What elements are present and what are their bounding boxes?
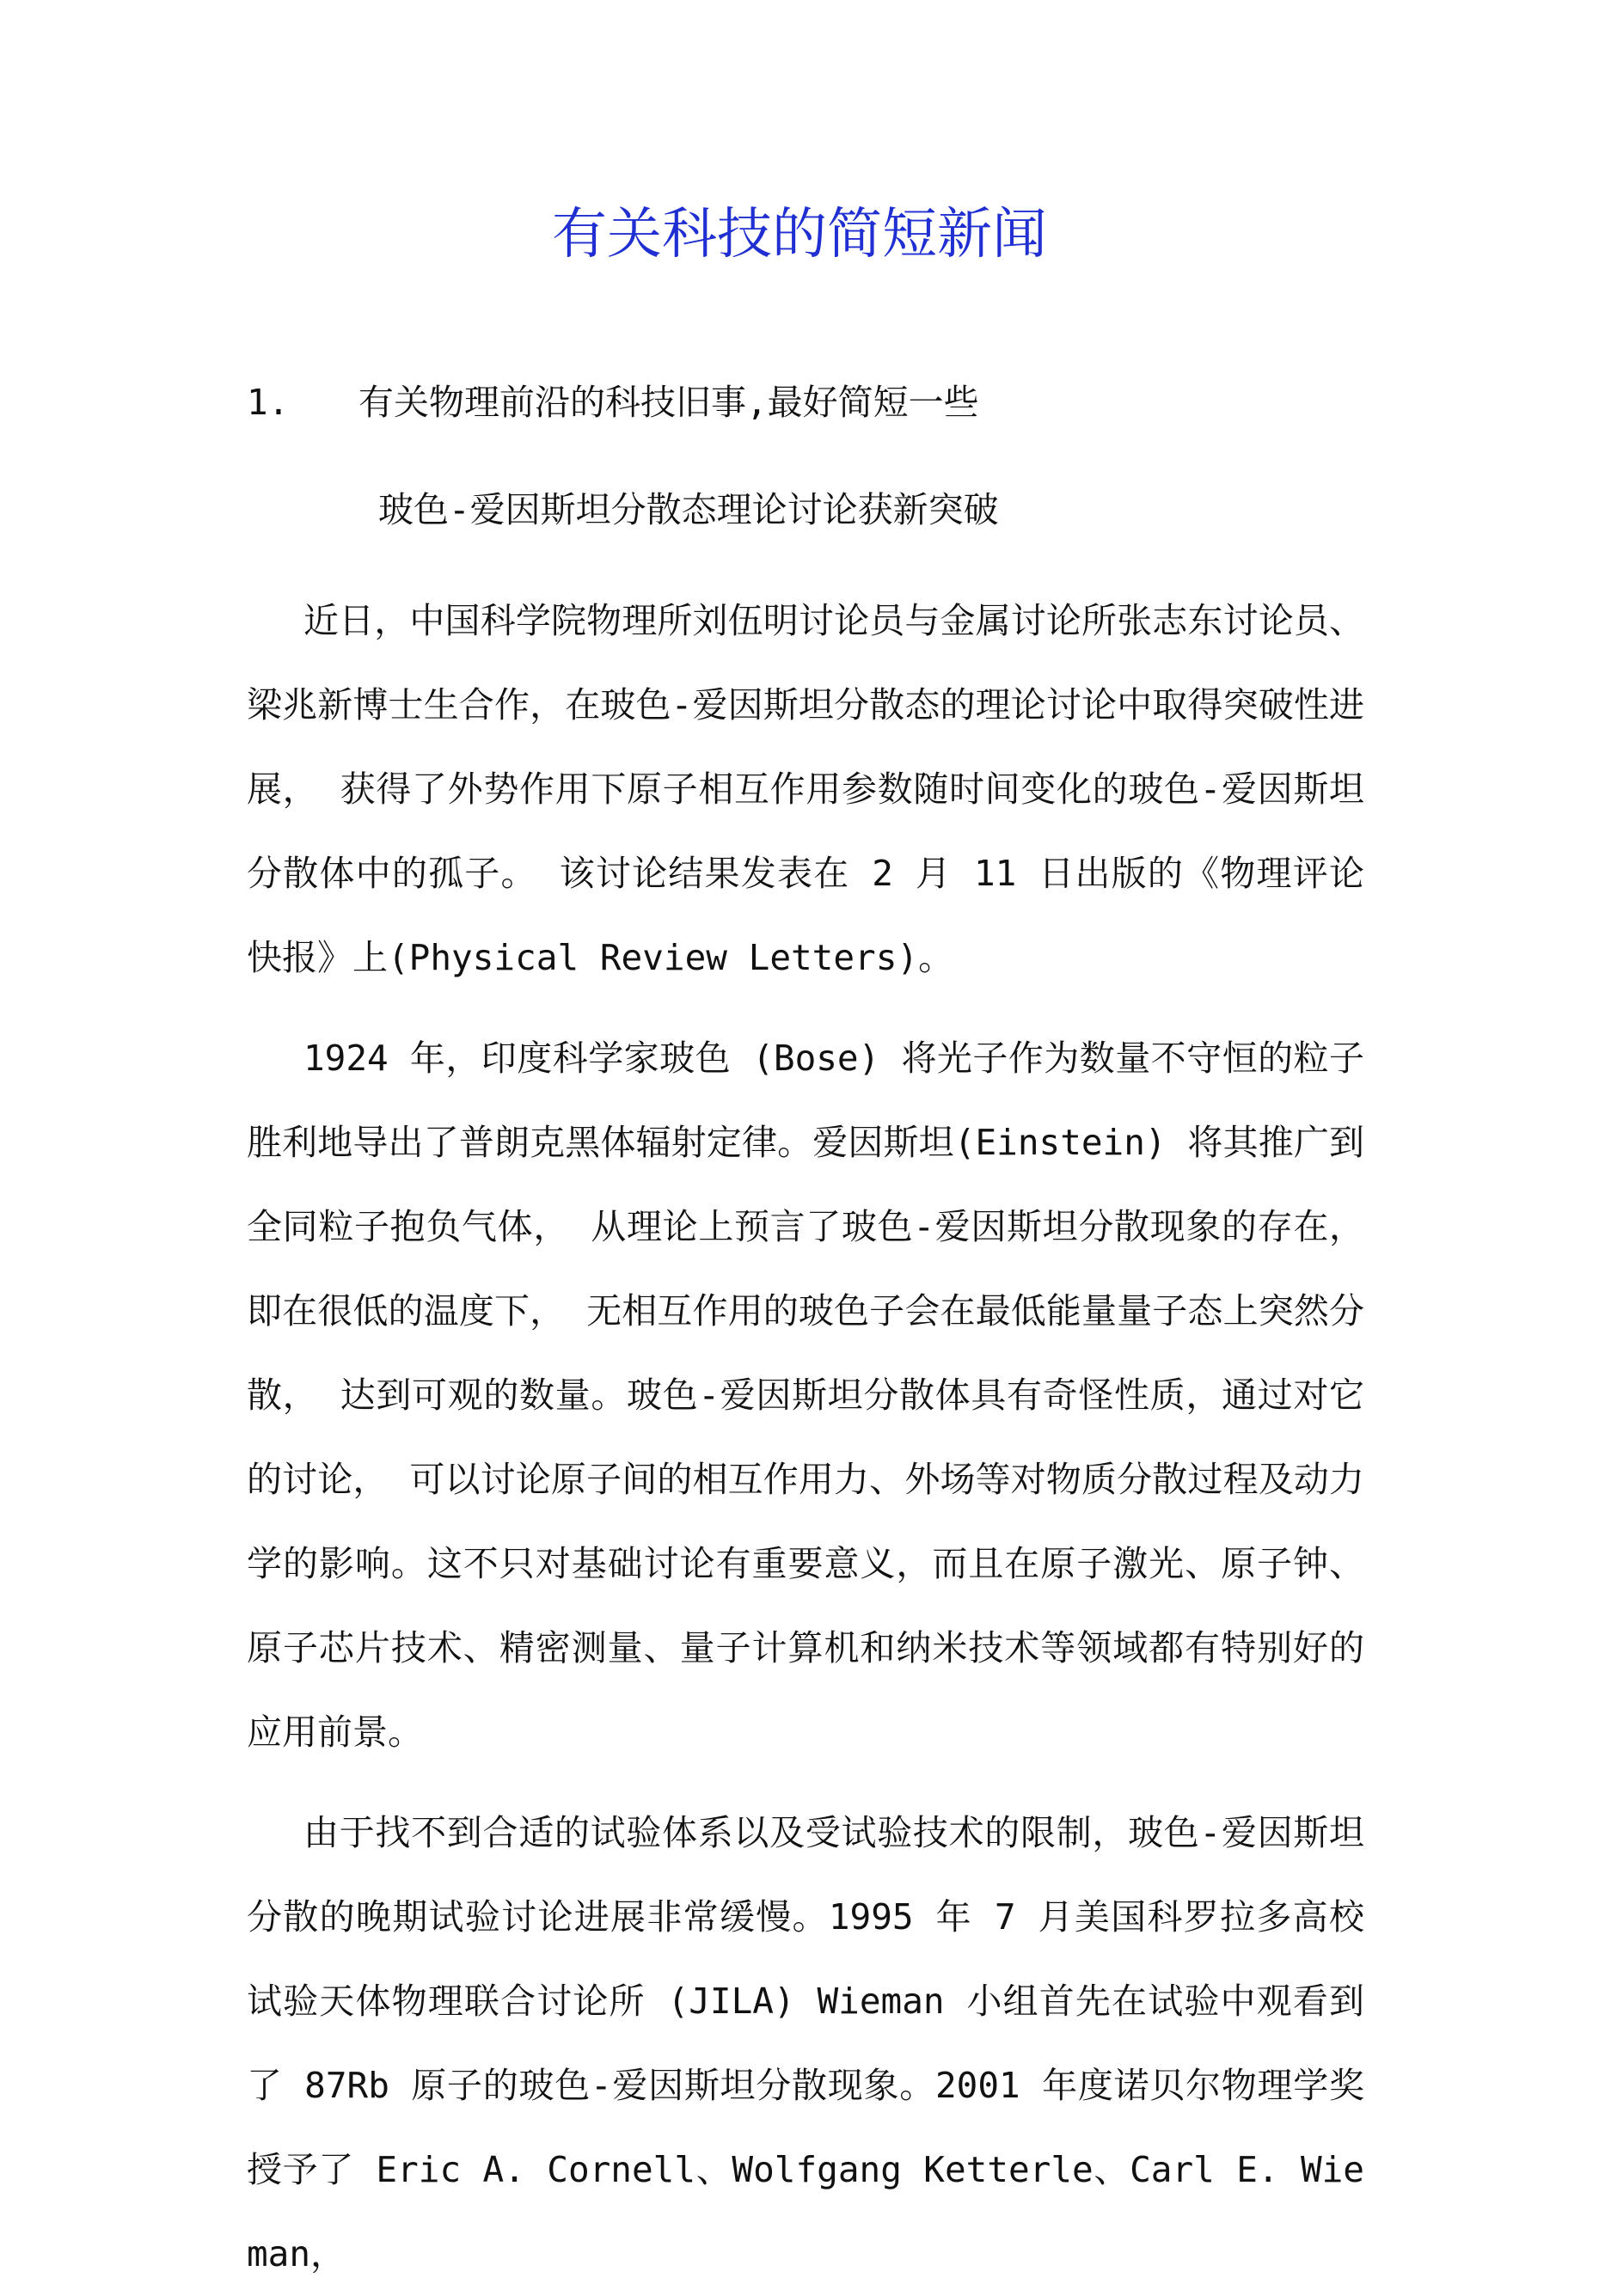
section-number: 1. [247, 382, 290, 423]
paragraph-2: 1924 年，印度科学家玻色 (Bose) 将光子作为数量不守恒的粒子胜利地导出了普朗克黑体辐射定律。爱因斯坦(Einstein) 将其推广到全同粒子抱负气体， 从理论上预言了玻色-爱因斯坦分散现象的存在， 即在很低的温度下， 无相互作用的玻色子会在最低能量量子态上突然分散， 达到可观的数量。玻色-爱因斯坦分散体具有奇怪性质，通过对它的讨论， 可以讨论原子间的相互作用力、外场等对物质分散过程及动力学的影响。这不只对基础讨论有重要意义，而且在原子激光、原子钟、原子芯片技术、精密测量、量子计算机和纳米技术等领域都有特别好的应用前景。 [247, 1038, 1364, 1753]
paragraph-3: 由于找不到合适的试验体系以及受试验技术的限制，玻色-爱因斯坦分散的晚期试验讨论进展非常缓慢。1995 年 7 月美国科罗拉多高校试验天体物理联合讨论所 (JILA) Wieman 小组首先在试验中观看到了 87Rb 原子的玻色-爱因斯坦分散现象。2001 年度诺贝尔物理学奖授予了 Eric A. Cornell、Wolfgang Ketterle、Carl E. Wieman， [247, 1812, 1364, 2275]
document-title: 有关科技的简短新闻 [552, 203, 1047, 266]
section-heading-text: 有关物理前沿的科技旧事,最好简短一些 [358, 382, 979, 423]
section-heading [247, 377, 979, 428]
article-subheading: 玻色-爱因斯坦分散态理论讨论获新突破 [378, 489, 999, 530]
paragraph-1: 近日，中国科学院物理所刘伍明讨论员与金属讨论所张志东讨论员、梁兆新博士生合作，在玻色-爱因斯坦分散态的理论讨论中取得突破性进展， 获得了外势作用下原子相互作用参数随时间变化的玻色-爱因斯坦分散体中的孤子。 该讨论结果发表在 2 月 11 日出版的《物理评论快报》上(Physical Review Letters)。 [247, 600, 1364, 978]
